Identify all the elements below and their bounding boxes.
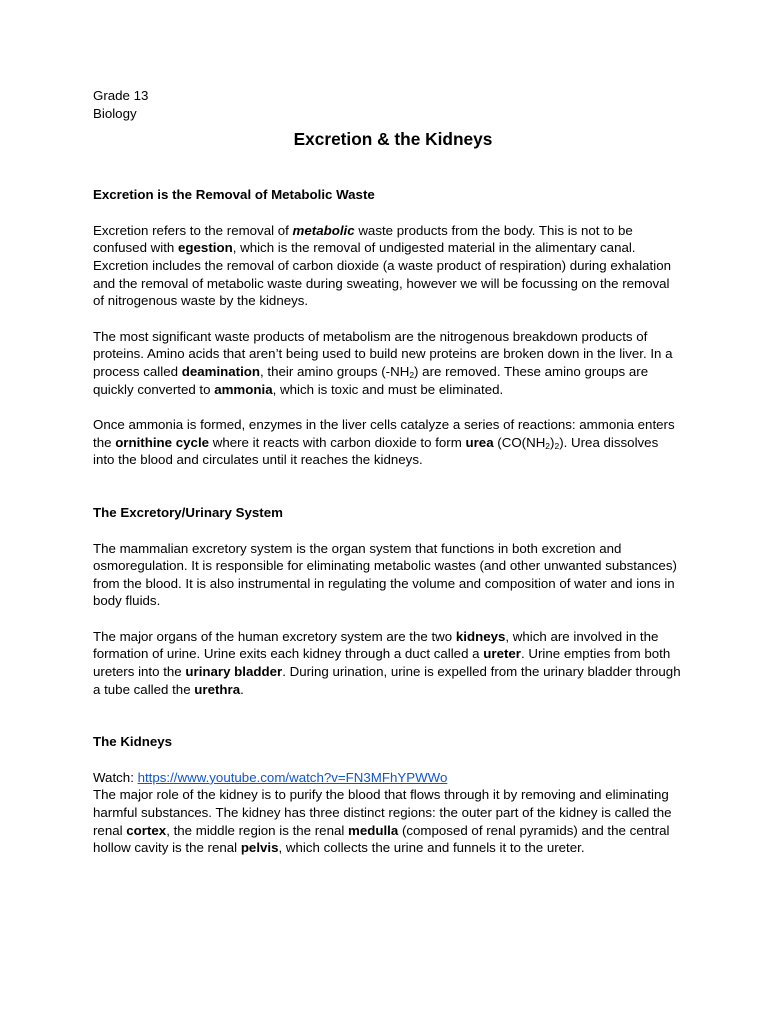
section-heading-excretory-system: The Excretory/Urinary System <box>93 504 283 520</box>
watch-line <box>93 769 683 787</box>
term-medulla: medulla <box>348 822 399 838</box>
term-ammonia: ammonia <box>214 381 273 397</box>
subject-label: Biology <box>93 105 137 121</box>
paragraph-kidney-regions: The major role of the kidney is to purify the blood that flows through it by removing and eliminating harmful substances. The kidney has three distinct regions: the outer part of the kidney is called the renal cortex, the middle region is the renal medulla (composed of renal pyramids) and the central hollow cavity is the renal pelvis, which collects the urine and funnels it to the ureter. <box>93 787 672 856</box>
term-egestion: egestion <box>178 240 233 256</box>
section-heading-kidneys: The Kidneys <box>93 734 173 750</box>
term-pelvis: pelvis <box>240 840 279 856</box>
page-title: Excretion & the Kidneys <box>293 129 493 150</box>
term-urea: urea <box>465 434 494 450</box>
youtube-link[interactable]: https://www.youtube.com/watch?v=FN3MFhYPWWo <box>137 769 448 785</box>
grade-label: Grade 13 <box>93 88 149 103</box>
term-metabolic: metabolic <box>292 222 355 238</box>
paragraph-excretory-organs: The major organs of the human excretory system are the two kidneys, which are involved in the formation of urine. Urine exits each kidney through a duct called a ureter. Urine empties from both ureters into the urinary bladder. During urination, urine is expelled from the urinary bladder through a tube called the urethra. <box>93 628 681 697</box>
paragraph-excretory-system: The mammalian excretory system is the organ system that functions in both excretion and osmoregulation. It is responsible for eliminating metabolic wastes (and other unwanted substances) from the blood. It is also instrumental in regulating the volume and composition of water and ions in body fluids. <box>93 540 677 609</box>
term-urinary-bladder: urinary bladder <box>185 664 283 680</box>
paragraph-ornithine-cycle: Once ammonia is formed, enzymes in the liver cells catalyze a series of reactions: ammonia enters the ornithine cycle where it reacts with carbon dioxide to form urea $(CO(NH_2)_2)$. Urea dissolves into the blood and circulates until it reaches the kidneys. <box>93 417 675 468</box>
section-heading-excretion: Excretion is the Removal of Metabolic Waste <box>93 187 375 203</box>
term-kidneys: kidneys <box>455 628 506 644</box>
watch-label: Watch: <box>93 769 138 785</box>
document-body <box>93 87 683 857</box>
paragraph-nitrogenous-waste: The most significant waste products of metabolism are the nitrogenous breakdown products of proteins. Amino acids that aren’t being used to build new proteins are broken down in the liver. In a process called deamination, their amino groups $(-NH_2)$ are removed. These amino groups are quickly converted to ammonia, which is toxic and must be eliminated. <box>93 328 673 397</box>
term-ureter: ureter <box>483 646 521 662</box>
term-cortex: cortex <box>126 822 167 838</box>
term-urethra: urethra <box>194 681 241 697</box>
term-deamination: deamination <box>181 363 261 379</box>
paragraph-excretion-definition: Excretion refers to the removal of metabolic waste products from the body. This is not to be confused with egestion, which is the removal of undigested material in the alimentary canal. Excretion includes the removal of carbon dioxide (a waste product of respiration) during exhalation and the removal of metabolic waste during sweating, however we will be focussing on the removal of nitrogenous waste by the kidneys. <box>93 222 671 309</box>
term-ornithine-cycle: ornithine cycle <box>115 434 210 450</box>
